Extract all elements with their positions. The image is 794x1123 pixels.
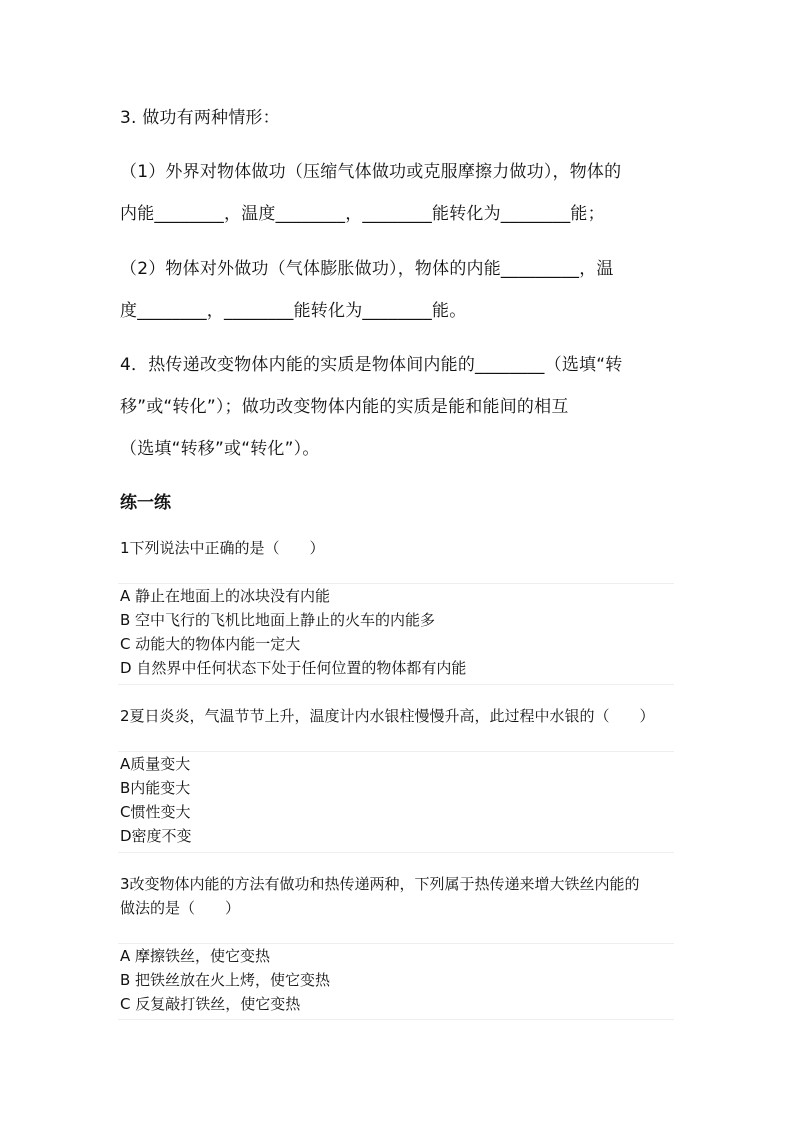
question-3-option-a: A 摩擦铁丝，使它变热 xyxy=(120,947,271,965)
question-1-option-a: A 静止在地面上的冰块没有内能 xyxy=(120,587,331,605)
question-3-option-b: B 把铁丝放在火上烤，使它变热 xyxy=(120,971,331,989)
question-2-options xyxy=(118,751,674,853)
question-2-stem: 2夏日炎炎，气温节节上升，温度计内水银柱慢慢升高，此过程中水银的（ ） xyxy=(120,707,655,725)
item3-case2-line1: （2）物体对外做功（气体膨胀做功），物体的内能_________，温 xyxy=(120,259,614,279)
item3-case1-line1: （1）外界对物体做功（压缩气体做功或克服摩擦力做功），物体的 xyxy=(120,162,622,182)
question-3-option-c: C 反复敲打铁丝，使它变热 xyxy=(120,995,301,1013)
question-1-option-b: B 空中飞行的飞机比地面上静止的火车的内能多 xyxy=(120,611,436,629)
question-1-option-d: D 自然界中任何状态下处于任何位置的物体都有内能 xyxy=(120,659,467,677)
question-1-option-c: C 动能大的物体内能一定大 xyxy=(120,635,301,653)
question-2-option-d: D密度不变 xyxy=(120,827,192,845)
question-1-stem: 1下列说法中正确的是（ ） xyxy=(120,539,325,557)
question-2-option-c: C惯性变大 xyxy=(120,803,191,821)
item4-line2: 移”或“转化”）；做功改变物体内能的实质是能和能间的相互 xyxy=(120,397,569,417)
practice-heading: 练一练 xyxy=(120,493,171,513)
item3-case2-line2: 度________，________能转化为________能。 xyxy=(120,301,467,321)
question-3-stem-line2: 做法的是（ ） xyxy=(120,899,241,917)
question-2-option-b: B内能变大 xyxy=(120,779,191,797)
item4-line3: （选填“转移”或“转化”）。 xyxy=(120,439,320,459)
item3-title: 3. 做功有两种情形： xyxy=(120,108,280,128)
question-2-option-a: A质量变大 xyxy=(120,755,191,773)
item3-case1-line2: 内能________，温度________，________能转化为________能； xyxy=(120,204,605,224)
question-3-stem-line1: 3改变物体内能的方法有做功和热传递两种，下列属于热传递来增大铁丝内能的 xyxy=(120,875,640,893)
item4-line1: 4．热传递改变物体内能的实质是物体间内能的________（选填“转 xyxy=(120,355,623,375)
